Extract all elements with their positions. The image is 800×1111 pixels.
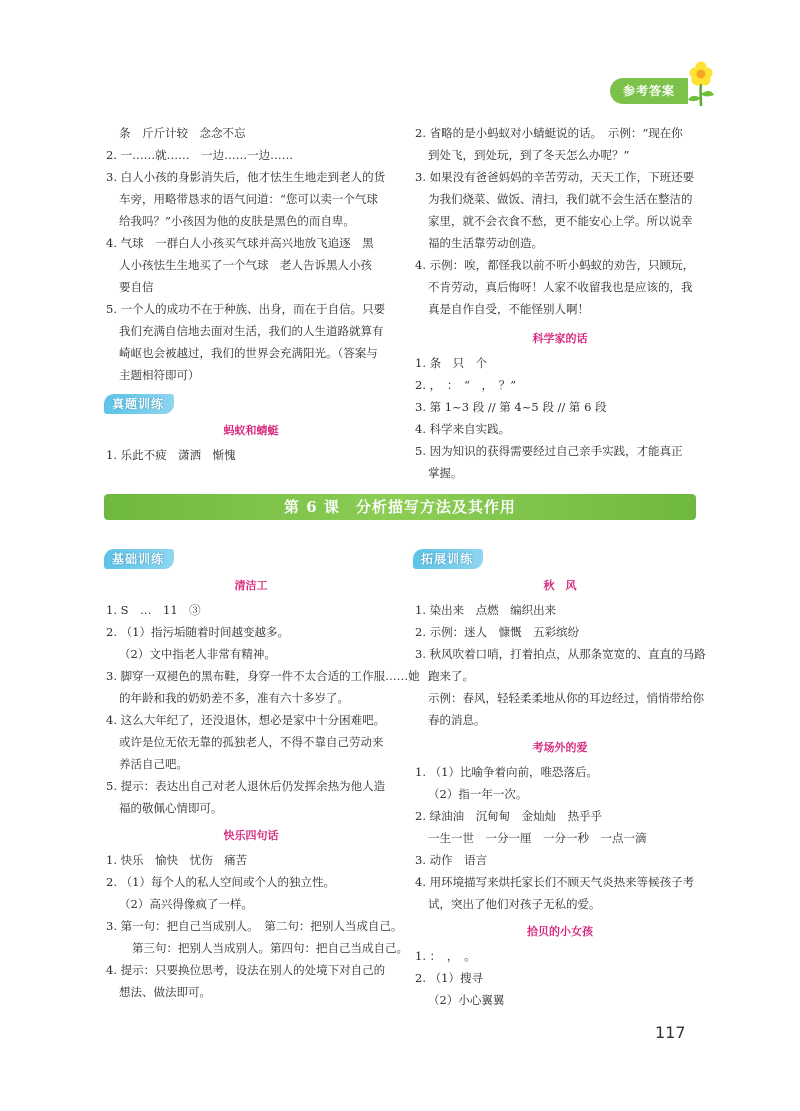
answer-line: 3. 如果没有爸爸妈妈的辛苦劳动，天天工作，下班还要 [415, 170, 695, 184]
answer-line: 第三句：把别人当成别人。第四句：把自己当成自己。 [132, 941, 408, 955]
answer-line: 1. 染出来 点燃 编织出来 [415, 603, 557, 617]
answer-line: 4. 科学来自实践。 [415, 422, 511, 436]
answer-line: 福的敬佩心情即可。 [119, 801, 223, 815]
answer-line: 人小孩怯生生地买了一个气球 老人告诉黑人小孩 [119, 258, 372, 272]
answer-line: 崎岖也会被越过，我们的世界会充满阳光。（答案与 [119, 346, 378, 360]
section-tag-basic: 基础训练 [104, 549, 174, 569]
answer-line: 春的消息。 [428, 713, 486, 727]
subtitle-love-outside-exam: 考场外的爱 [532, 741, 588, 754]
answer-line: 2. （1）指污垢随着时间越变越多。 [106, 625, 289, 639]
answer-line: 1. （1）比喻争着向前，唯恐落后。 [415, 765, 598, 779]
answer-line: 试，突出了他们对孩子无私的爱。 [428, 897, 601, 911]
answer-line: 2. 示例：迷人 慷慨 五彩缤纷 [415, 625, 580, 639]
answer-line: 想法、做法即可。 [119, 985, 211, 999]
answer-line: 4. 气球 一群白人小孩买气球并高兴地放飞追逐 黑 [106, 236, 374, 250]
answer-line: 4. 示例：唉，都怪我以前不听小蚂蚁的劝告，只顾玩， [415, 258, 695, 272]
answer-line: 为我们烧菜、做饭、清扫，我们就不会生活在整洁的 [428, 192, 693, 206]
answer-line: 5. 提示：表达出自己对老人退休后仍发挥余热为他人造 [106, 779, 386, 793]
answer-line: 3. 秋风吹着口哨，打着拍点，从那条宽宽的、直直的马路 [415, 647, 706, 661]
answer-line: 2. （1）每个人的私人空间或个人的独立性。 [106, 875, 335, 889]
answer-line: 3. 第一句：把自己当成别人。 第二句：把别人当成自己。 [106, 919, 403, 933]
answer-line: 的年龄和我的奶奶差不多，准有六十多岁了。 [119, 691, 349, 705]
answer-line: 2. 绿油油 沉甸甸 金灿灿 热乎乎 [415, 809, 603, 823]
answer-line: 4. 这么大年纪了，还没退休，想必是家中十分困难吧。 [106, 713, 386, 727]
answer-line: 我们充满自信地去面对生活，我们的人生道路就算有 [119, 324, 384, 338]
answer-line: 条 斤斤计较 念念不忘 [119, 126, 246, 140]
answer-line: 5. 因为知识的获得需要经过自己亲手实践，才能真正 [415, 444, 683, 458]
answer-key-badge: 参考答案 [610, 78, 688, 104]
answer-line: 跑来了。 [428, 669, 474, 683]
bottom-left-column [106, 548, 420, 1003]
answer-line: 1. S … 11 ③ [106, 603, 201, 617]
answer-line: 5. 一个人的成功不在于种族、出身，而在于自信。只要 [106, 302, 386, 316]
answer-line: （2）高兴得像疯了一样。 [119, 897, 253, 911]
answer-line: 3. 第 1~3 段 // 第 4~5 段 // 第 6 段 [415, 400, 607, 414]
answer-line: 示例：春风，轻轻柔柔地从你的耳边经过，悄悄带给你 [428, 691, 704, 705]
section-tag-real-exam: 真题训练 [104, 394, 174, 414]
subtitle-happy-sentences: 快乐四句话 [223, 829, 279, 842]
answer-line: 不肯劳动，真后悔呀！人家不收留我也是应该的，我 [428, 280, 693, 294]
answer-line: 1. 乐此不疲 潇洒 惭愧 [106, 448, 236, 462]
answer-line: 1. 条 只 个 [415, 356, 488, 370]
answer-line: 3. 动作 语言 [415, 853, 488, 867]
answer-line: 给我吗？”小孩因为他的皮肤是黑色的而自卑。 [119, 214, 355, 228]
answer-line: 或许是位无依无靠的孤独老人，不得不靠自己劳动来 [119, 735, 384, 749]
answer-line: 到处飞，到处玩，到了冬天怎么办呢？” [428, 148, 630, 162]
answer-line: 4. 用环境描写来烘托家长们不顾天气炎热来等候孩子考 [415, 875, 695, 889]
answer-line: 1. 快乐 愉快 忧伤 痛苦 [106, 853, 248, 867]
answer-line: 福的生活靠劳动创造。 [428, 236, 543, 250]
answer-line: 2. ， ： “ ， ？” [415, 378, 517, 392]
answer-line: 主题相符即可） [119, 368, 200, 382]
answer-line: 4. 提示：只要换位思考，设法在别人的处境下对自己的 [106, 963, 386, 977]
section-tag-extension: 拓展训练 [413, 549, 483, 569]
top-right-column [415, 122, 705, 484]
answer-line: （2）指一年一次。 [428, 787, 528, 801]
answer-line: 3. 白人小孩的身影消失后，他才怯生生地走到老人的货 [106, 170, 386, 184]
answer-line: 家里，就不会衣食不愁，更不能安心上学。所以说幸 [428, 214, 693, 228]
answer-line: 掌握。 [428, 466, 463, 480]
subtitle-shell-girl: 拾贝的小女孩 [527, 925, 593, 938]
page-number: 117 [655, 1023, 686, 1042]
answer-line: （2）文中指老人非常有精神。 [119, 647, 276, 661]
answer-line: 要自信 [119, 280, 154, 294]
answer-line: 2. （1）搜寻 [415, 971, 483, 985]
answer-line: 1. ： ， 。 [415, 949, 476, 963]
answer-line: 3. 脚穿一双褪色的黑布鞋，身穿一件不太合适的工作服……她 [106, 669, 420, 683]
answer-line: 一生一世 一分一厘 一分一秒 一点一滴 [428, 831, 647, 845]
answer-line: 真是自作自受，不能怪别人啊！ [428, 302, 589, 316]
subtitle-scientist-words: 科学家的话 [532, 332, 588, 345]
subtitle-ants-dragonfly: 蚂蚁和蜻蜓 [223, 424, 279, 437]
flower-icon [686, 58, 716, 108]
subtitle-cleaner: 清洁工 [234, 579, 268, 592]
answer-line: （2）小心翼翼 [428, 993, 505, 1007]
answer-line: 2. 省略的是小蚂蚁对小蜻蜓说的话。 示例：“现在你 [415, 126, 683, 140]
answer-line: 车旁，用略带恳求的语气问道：“您可以卖一个气球 [119, 192, 378, 206]
answer-line: 2. 一……就…… 一边……一边…… [106, 148, 294, 162]
top-left-column [106, 122, 396, 466]
subtitle-autumn-wind: 秋 风 [543, 579, 577, 592]
answer-line: 养活自己吧。 [119, 757, 188, 771]
bottom-right-column [415, 548, 705, 1011]
lesson-banner: 第 6 课 分析描写方法及其作用 [104, 494, 696, 520]
